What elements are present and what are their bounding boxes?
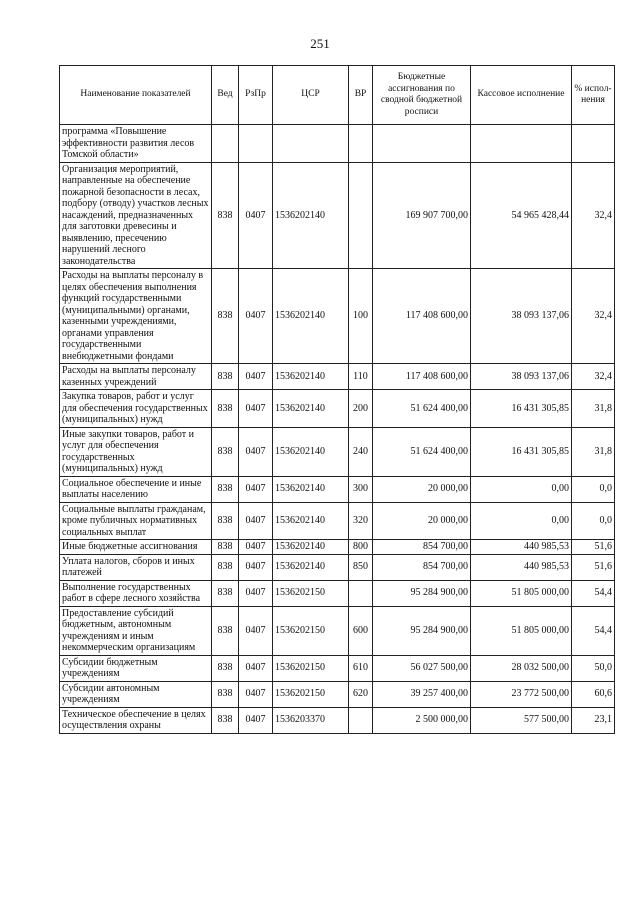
table-row bbox=[60, 707, 615, 733]
row-csr: 1536202150 bbox=[273, 580, 349, 606]
row-budget: 20 000,00 bbox=[373, 502, 471, 540]
row-csr bbox=[273, 125, 349, 163]
row-rzpr: 0407 bbox=[239, 427, 273, 476]
table-row bbox=[60, 655, 615, 681]
row-percent: 0,0 bbox=[572, 502, 615, 540]
row-csr: 1536202150 bbox=[273, 681, 349, 707]
row-budget: 117 408 600,00 bbox=[373, 269, 471, 364]
row-name: Расходы на выплаты персоналу казенных учреждений bbox=[60, 364, 212, 390]
row-vr: 200 bbox=[349, 390, 373, 428]
row-cash: 38 093 137,06 bbox=[471, 269, 572, 364]
header-ved: Вед bbox=[212, 66, 239, 125]
page-number: 251 bbox=[310, 36, 330, 51]
row-rzpr: 0407 bbox=[239, 390, 273, 428]
row-name: Выполнение государственных работ в сфере лесного хозяйства bbox=[60, 580, 212, 606]
row-vr: 610 bbox=[349, 655, 373, 681]
row-ved: 838 bbox=[212, 707, 239, 733]
row-csr: 1536202150 bbox=[273, 606, 349, 655]
row-name: Закупка товаров, работ и услуг для обеспечения государственных (муниципальных) нужд bbox=[60, 390, 212, 428]
row-ved: 838 bbox=[212, 476, 239, 502]
row-percent: 50,0 bbox=[572, 655, 615, 681]
row-cash: 440 985,53 bbox=[471, 540, 572, 555]
row-vr bbox=[349, 707, 373, 733]
row-vr bbox=[349, 580, 373, 606]
row-cash bbox=[471, 125, 572, 163]
table-header-row bbox=[60, 66, 615, 125]
row-percent: 23,1 bbox=[572, 707, 615, 733]
table-row bbox=[60, 125, 615, 163]
row-percent: 31,8 bbox=[572, 427, 615, 476]
row-rzpr bbox=[239, 125, 273, 163]
row-vr: 850 bbox=[349, 554, 373, 580]
row-budget: 854 700,00 bbox=[373, 540, 471, 555]
row-vr: 320 bbox=[349, 502, 373, 540]
row-budget: 117 408 600,00 bbox=[373, 364, 471, 390]
row-csr: 1536202140 bbox=[273, 162, 349, 269]
budget-execution-table bbox=[59, 65, 615, 734]
row-cash: 0,00 bbox=[471, 476, 572, 502]
row-percent: 32,4 bbox=[572, 162, 615, 269]
row-cash: 54 965 428,44 bbox=[471, 162, 572, 269]
header-csr: ЦСР bbox=[273, 66, 349, 125]
row-cash: 577 500,00 bbox=[471, 707, 572, 733]
row-cash: 51 805 000,00 bbox=[471, 580, 572, 606]
row-ved: 838 bbox=[212, 502, 239, 540]
row-ved: 838 bbox=[212, 162, 239, 269]
row-percent: 54,4 bbox=[572, 580, 615, 606]
row-name: Техническое обеспечение в целях осуществления охраны bbox=[60, 707, 212, 733]
row-csr: 1536202140 bbox=[273, 540, 349, 555]
row-csr: 1536202150 bbox=[273, 655, 349, 681]
row-rzpr: 0407 bbox=[239, 476, 273, 502]
table-row bbox=[60, 540, 615, 555]
row-ved: 838 bbox=[212, 580, 239, 606]
row-budget: 51 624 400,00 bbox=[373, 427, 471, 476]
row-rzpr: 0407 bbox=[239, 707, 273, 733]
row-vr: 100 bbox=[349, 269, 373, 364]
row-budget: 2 500 000,00 bbox=[373, 707, 471, 733]
row-cash: 16 431 305,85 bbox=[471, 390, 572, 428]
row-csr: 1536203370 bbox=[273, 707, 349, 733]
row-vr: 800 bbox=[349, 540, 373, 555]
row-cash: 16 431 305,85 bbox=[471, 427, 572, 476]
row-ved: 838 bbox=[212, 269, 239, 364]
row-percent: 0,0 bbox=[572, 476, 615, 502]
row-budget: 56 027 500,00 bbox=[373, 655, 471, 681]
table-row bbox=[60, 269, 615, 364]
row-vr bbox=[349, 125, 373, 163]
row-percent: 54,4 bbox=[572, 606, 615, 655]
row-rzpr: 0407 bbox=[239, 540, 273, 555]
row-percent: 31,8 bbox=[572, 390, 615, 428]
table-row bbox=[60, 390, 615, 428]
row-rzpr: 0407 bbox=[239, 502, 273, 540]
row-name: Иные бюджетные ассигнования bbox=[60, 540, 212, 555]
row-name: Расходы на выплаты персоналу в целях обеспечения выполнения функций государственными (муниципальными) органами, казенными учреждениями, органами управления государственными внебюджетными фондами bbox=[60, 269, 212, 364]
row-csr: 1536202140 bbox=[273, 476, 349, 502]
header-rzpr: РзПр bbox=[239, 66, 273, 125]
row-rzpr: 0407 bbox=[239, 554, 273, 580]
row-ved: 838 bbox=[212, 655, 239, 681]
row-csr: 1536202140 bbox=[273, 364, 349, 390]
table-row bbox=[60, 476, 615, 502]
table-row bbox=[60, 162, 615, 269]
header-budget: Бюджетные ассигнования по сводной бюджетной росписи bbox=[373, 66, 471, 125]
row-budget: 39 257 400,00 bbox=[373, 681, 471, 707]
header-vr: ВР bbox=[349, 66, 373, 125]
row-rzpr: 0407 bbox=[239, 162, 273, 269]
table-row bbox=[60, 364, 615, 390]
row-rzpr: 0407 bbox=[239, 655, 273, 681]
row-ved: 838 bbox=[212, 606, 239, 655]
row-vr: 240 bbox=[349, 427, 373, 476]
header-percent: % испол- нения bbox=[572, 66, 615, 125]
row-ved: 838 bbox=[212, 554, 239, 580]
row-ved: 838 bbox=[212, 540, 239, 555]
table-row bbox=[60, 502, 615, 540]
row-percent: 32,4 bbox=[572, 364, 615, 390]
table-row bbox=[60, 681, 615, 707]
row-percent: 51,6 bbox=[572, 554, 615, 580]
row-rzpr: 0407 bbox=[239, 580, 273, 606]
row-budget: 95 284 900,00 bbox=[373, 606, 471, 655]
row-name: программа «Повышение эффективности развития лесов Томской области» bbox=[60, 125, 212, 163]
table-row bbox=[60, 427, 615, 476]
row-cash: 23 772 500,00 bbox=[471, 681, 572, 707]
row-percent: 51,6 bbox=[572, 540, 615, 555]
row-vr: 300 bbox=[349, 476, 373, 502]
row-vr bbox=[349, 162, 373, 269]
table-row bbox=[60, 580, 615, 606]
row-cash: 28 032 500,00 bbox=[471, 655, 572, 681]
row-rzpr: 0407 bbox=[239, 269, 273, 364]
table-row bbox=[60, 554, 615, 580]
row-ved bbox=[212, 125, 239, 163]
row-budget: 20 000,00 bbox=[373, 476, 471, 502]
row-vr: 620 bbox=[349, 681, 373, 707]
row-name: Организация мероприятий, направленные на обеспечение пожарной безопасности в лесах, подбору (отводу) участков лесных насаждений, предназначенных для заготовки древесины и выявлению, пресечению нарушений лесного законодательства bbox=[60, 162, 212, 269]
row-ved: 838 bbox=[212, 364, 239, 390]
row-rzpr: 0407 bbox=[239, 606, 273, 655]
row-rzpr: 0407 bbox=[239, 364, 273, 390]
header-cash: Кассовое исполнение bbox=[471, 66, 572, 125]
row-budget bbox=[373, 125, 471, 163]
row-name: Предоставление субсидий бюджетным, автономным учреждениям и иным некоммерческим организациям bbox=[60, 606, 212, 655]
row-csr: 1536202140 bbox=[273, 554, 349, 580]
row-name: Социальное обеспечение и иные выплаты населению bbox=[60, 476, 212, 502]
row-budget: 854 700,00 bbox=[373, 554, 471, 580]
row-cash: 0,00 bbox=[471, 502, 572, 540]
row-name: Социальные выплаты гражданам, кроме публичных нормативных социальных выплат bbox=[60, 502, 212, 540]
row-percent: 32,4 bbox=[572, 269, 615, 364]
row-csr: 1536202140 bbox=[273, 427, 349, 476]
row-name: Уплата налогов, сборов и иных платежей bbox=[60, 554, 212, 580]
row-percent bbox=[572, 125, 615, 163]
row-budget: 169 907 700,00 bbox=[373, 162, 471, 269]
row-percent: 60,6 bbox=[572, 681, 615, 707]
row-name: Субсидии автономным учреждениям bbox=[60, 681, 212, 707]
row-ved: 838 bbox=[212, 390, 239, 428]
row-cash: 440 985,53 bbox=[471, 554, 572, 580]
row-vr: 600 bbox=[349, 606, 373, 655]
row-ved: 838 bbox=[212, 681, 239, 707]
row-name: Иные закупки товаров, работ и услуг для обеспечения государственных (муниципальных) нужд bbox=[60, 427, 212, 476]
row-budget: 51 624 400,00 bbox=[373, 390, 471, 428]
row-cash: 38 093 137,06 bbox=[471, 364, 572, 390]
row-csr: 1536202140 bbox=[273, 269, 349, 364]
row-budget: 95 284 900,00 bbox=[373, 580, 471, 606]
row-ved: 838 bbox=[212, 427, 239, 476]
row-rzpr: 0407 bbox=[239, 681, 273, 707]
header-name: Наименование показателей bbox=[60, 66, 212, 125]
row-name: Субсидии бюджетным учреждениям bbox=[60, 655, 212, 681]
row-csr: 1536202140 bbox=[273, 390, 349, 428]
row-cash: 51 805 000,00 bbox=[471, 606, 572, 655]
row-vr: 110 bbox=[349, 364, 373, 390]
table-row bbox=[60, 606, 615, 655]
row-csr: 1536202140 bbox=[273, 502, 349, 540]
